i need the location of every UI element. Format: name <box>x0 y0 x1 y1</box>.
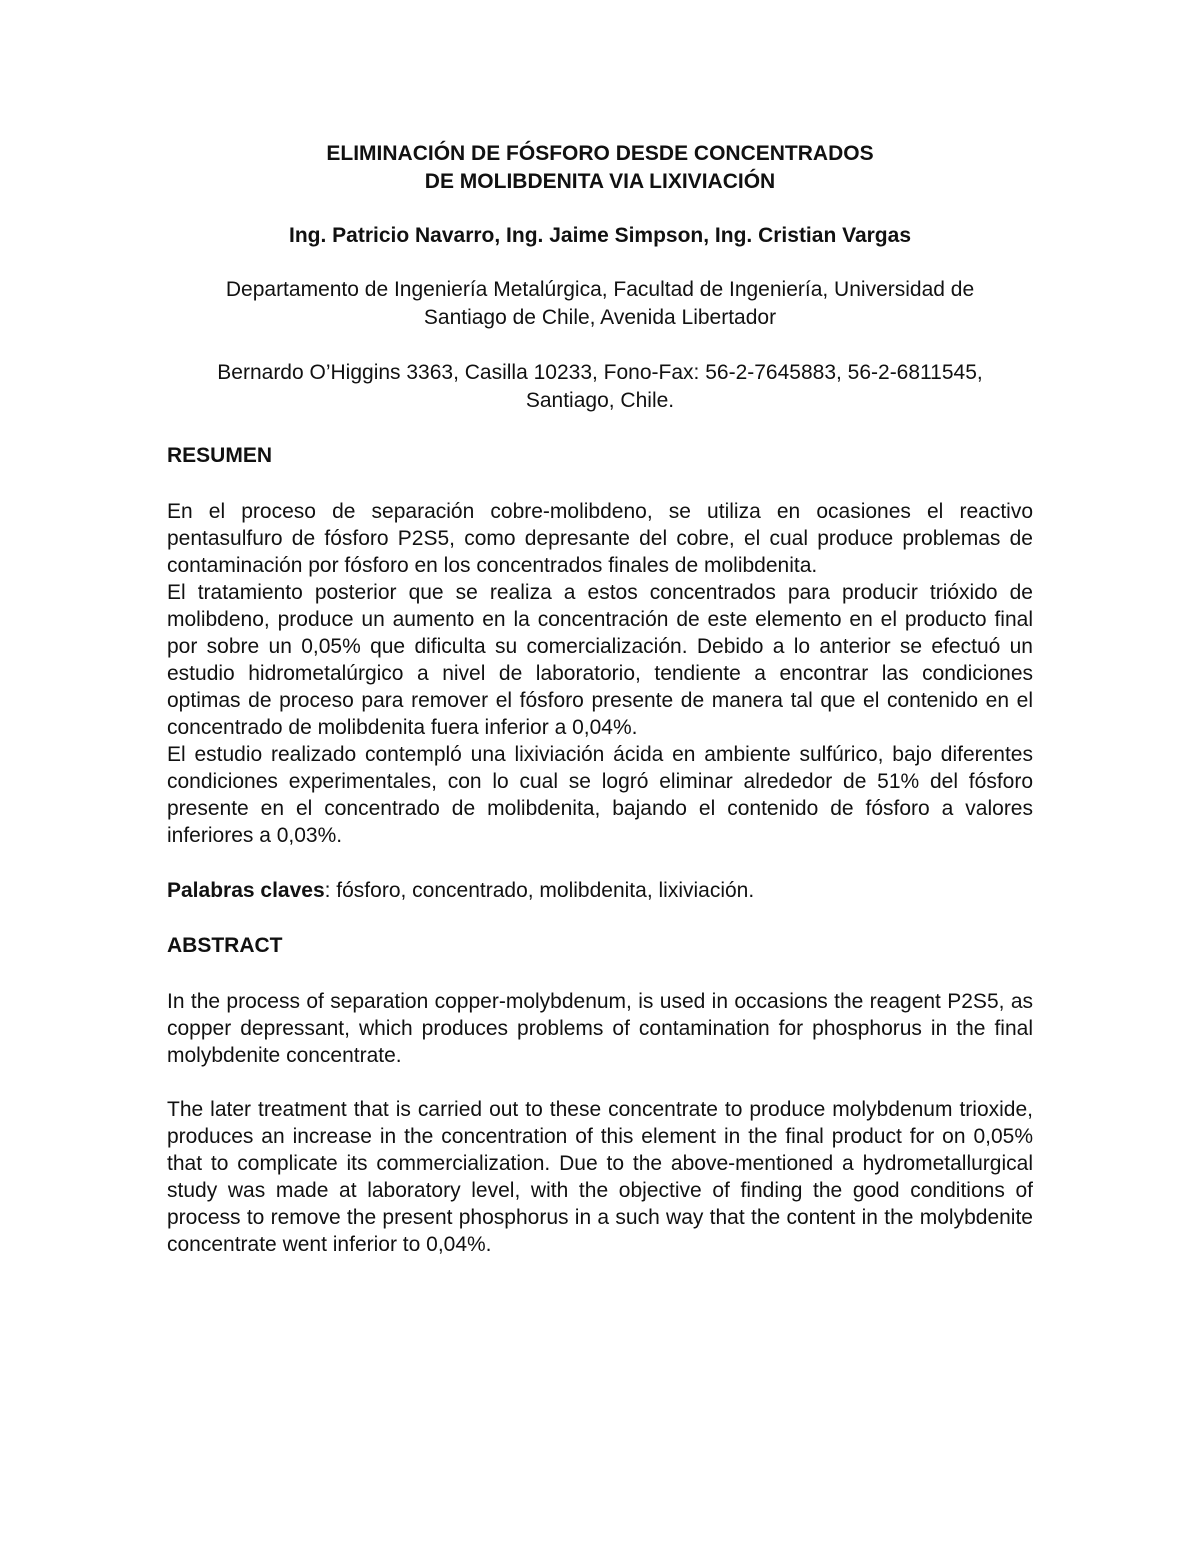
address-line-2: Santiago, Chile. <box>525 389 675 412</box>
abstract-body <box>167 988 1033 1258</box>
keywords <box>167 877 1033 905</box>
affiliation-line-2: Santiago de Chile, Avenida Libertador <box>423 306 777 329</box>
affiliation <box>167 276 1033 332</box>
abstract-paragraph: In the process of separation copper-molybdenum, is used in occasions the reagent P2S5, as copper depressant, which produces problems of contamination for phosphorus in the final molybdenite concentrate. <box>167 990 1033 1067</box>
resumen-body <box>167 498 1033 849</box>
resumen-paragraph: En el proceso de separación cobre-molibdeno, se utiliza en ocasiones el reactivo pentasulfuro de fósforo P2S5, como depresante del cobre, el cual produce problemas de contaminación por fósforo en los concentrados finales de molibdenita. <box>167 500 1033 577</box>
abstract-heading: ABSTRACT <box>167 934 283 957</box>
keywords-text: : fósforo, concentrado, molibdenita, lixiviación. <box>324 879 755 902</box>
authors: Ing. Patricio Navarro, Ing. Jaime Simpson, Ing. Cristian Vargas <box>288 224 911 247</box>
abstract-paragraph: The later treatment that is carried out to these concentrate to produce molybdenum trioxide, produces an increase in the concentration of this element in the final product for on 0,05% that to complicate its commercialization. Due to the above-mentioned a hydrometallurgical study was made at laboratory level, with the objective of finding the good conditions of process to remove the present phosphorus in a such way that the content in the molybdenite concentrate went inferior to 0,04%. <box>167 1098 1033 1256</box>
address-line-1: Bernardo O’Higgins 3363, Casilla 10233, Fono-Fax: 56-2-7645883, 56-2-6811545, <box>217 361 983 384</box>
resumen-paragraph: El tratamiento posterior que se realiza a estos concentrados para producir trióxido de molibdeno, produce un aumento en la concentración de este elemento en el producto final por sobre un 0,05% que dificulta su comercialización. Debido a lo anterior se efectuó un estudio hidrometalúrgico a nivel de laboratorio, tendiente a encontrar las condiciones optimas de proceso para remover el fósforo presente de manera tal que el contenido en el concentrado de molibdenita fuera inferior a 0,04%. <box>167 581 1033 739</box>
resumen-heading: RESUMEN <box>167 444 273 467</box>
paper-title <box>167 140 1033 196</box>
address <box>167 359 1033 415</box>
keywords-label: Palabras claves <box>167 879 325 902</box>
affiliation-line-1: Departamento de Ingeniería Metalúrgica, Facultad de Ingeniería, Universidad de <box>225 278 975 301</box>
title-line-1: ELIMINACIÓN DE FÓSFORO DESDE CONCENTRADOS <box>326 142 874 165</box>
title-line-2: DE MOLIBDENITA VIA LIXIVIACIÓN <box>424 170 776 193</box>
resumen-paragraph: El estudio realizado contempló una lixiviación ácida en ambiente sulfúrico, bajo diferentes condiciones experimentales, con lo cual se logró eliminar alrededor de 51% del fósforo presente en el concentrado de molibdenita, bajando el contenido de fósforo a valores inferiores a 0,03%. <box>167 743 1033 847</box>
paper-page <box>167 140 1033 1258</box>
